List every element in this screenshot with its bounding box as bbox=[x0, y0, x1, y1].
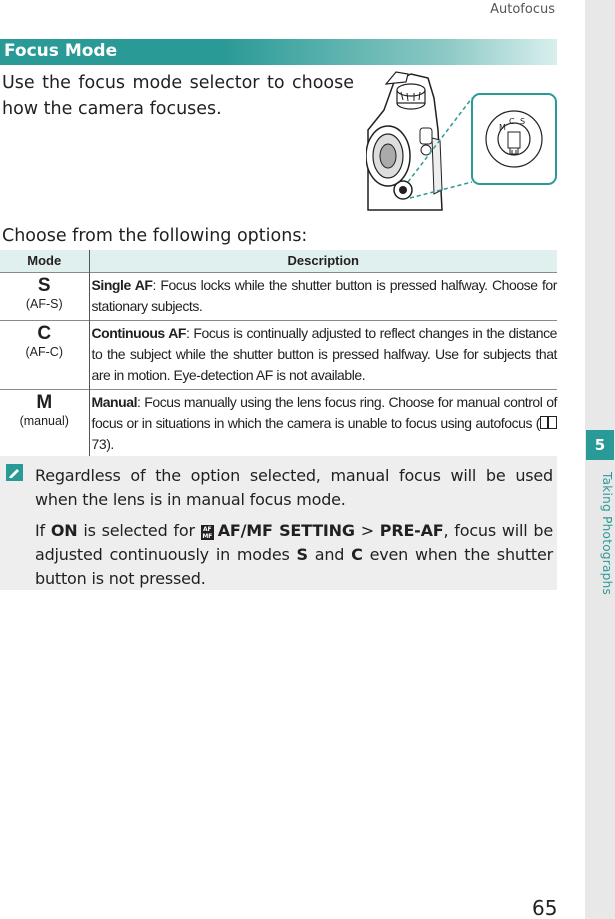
chapter-number-badge: 5 bbox=[586, 430, 614, 460]
mode-description-end: ). bbox=[106, 435, 114, 452]
note-text: If bbox=[35, 521, 51, 540]
mode-cell bbox=[0, 272, 89, 320]
table-row bbox=[0, 272, 557, 320]
selector-label-c: C bbox=[509, 117, 515, 126]
book-icon bbox=[540, 416, 557, 429]
description-cell bbox=[89, 389, 557, 458]
note-text: and bbox=[307, 545, 352, 564]
note-paragraph-2 bbox=[35, 519, 553, 591]
mode-s-ref: S bbox=[296, 545, 308, 564]
chapter-title: Taking Photographs bbox=[600, 472, 614, 596]
table-row bbox=[0, 320, 557, 389]
note-paragraph-1: Regardless of the option selected, manual focus will be used when the lens is in manual focus mode. bbox=[35, 466, 553, 509]
note-text: is selected for bbox=[77, 521, 201, 540]
table-header-row bbox=[0, 250, 557, 272]
selector-label-m: M bbox=[499, 123, 506, 132]
mode-sub: (manual) bbox=[19, 413, 69, 428]
menu-af-mf-setting: AF/MF SETTING bbox=[217, 521, 355, 540]
focus-mode-table bbox=[0, 250, 557, 459]
intro-text: Use the focus mode selector to choose how the camera focuses. bbox=[2, 73, 354, 119]
section-title: Focus Mode bbox=[4, 41, 118, 61]
table-row bbox=[0, 389, 557, 458]
mode-sub: (AF-C) bbox=[25, 344, 63, 359]
af-mf-menu-icon: AF MF bbox=[202, 526, 213, 540]
page-number: 65 bbox=[532, 896, 558, 919]
mode-c-ref: C bbox=[351, 545, 363, 564]
mode-description: : Focus is continually adjusted to reflect changes in the distance to the subject while the shutter button is pressed halfway. Use for subjects that are in motion. Eye-detection AF is not available. bbox=[91, 324, 557, 383]
note-text: , focus will be adjusted continuously in modes bbox=[35, 521, 553, 564]
mode-name: Manual bbox=[91, 393, 138, 410]
note-pencil-icon bbox=[6, 464, 23, 481]
header-mode: Mode bbox=[0, 250, 89, 272]
description-cell bbox=[89, 320, 557, 389]
camera-illustration bbox=[366, 70, 558, 212]
mode-cell bbox=[0, 389, 89, 458]
mode-sub: (AF-S) bbox=[25, 296, 63, 311]
description-cell bbox=[89, 272, 557, 320]
selector-label-s: S bbox=[520, 117, 526, 126]
header-description: Description bbox=[89, 250, 557, 272]
note-text: > bbox=[354, 521, 380, 540]
mode-description: : Focus manually using the lens focus ring. Choose for manual control of focus or in situations in which the camera is unable to focus using autofocus ( bbox=[91, 393, 557, 431]
mode-name: Continuous AF bbox=[91, 324, 186, 341]
mode-letter: S bbox=[37, 274, 51, 296]
choose-text: Choose from the following options: bbox=[2, 226, 308, 246]
section-title-bar bbox=[0, 39, 557, 65]
mode-cell bbox=[0, 320, 89, 389]
note-text: even when the shutter button is not pressed. bbox=[35, 545, 553, 588]
menu-pre-af: PRE-AF bbox=[379, 521, 444, 540]
note-box bbox=[0, 456, 557, 590]
running-header: Autofocus bbox=[490, 2, 555, 17]
option-on: ON bbox=[50, 521, 78, 540]
mode-letter: C bbox=[37, 322, 52, 344]
mode-name: Single AF bbox=[91, 276, 153, 293]
mode-description: : Focus locks while the shutter button is pressed halfway. Choose for stationary subjects. bbox=[91, 276, 557, 314]
page-ref-link[interactable]: 73 bbox=[91, 435, 107, 452]
mode-letter: M bbox=[36, 391, 53, 413]
